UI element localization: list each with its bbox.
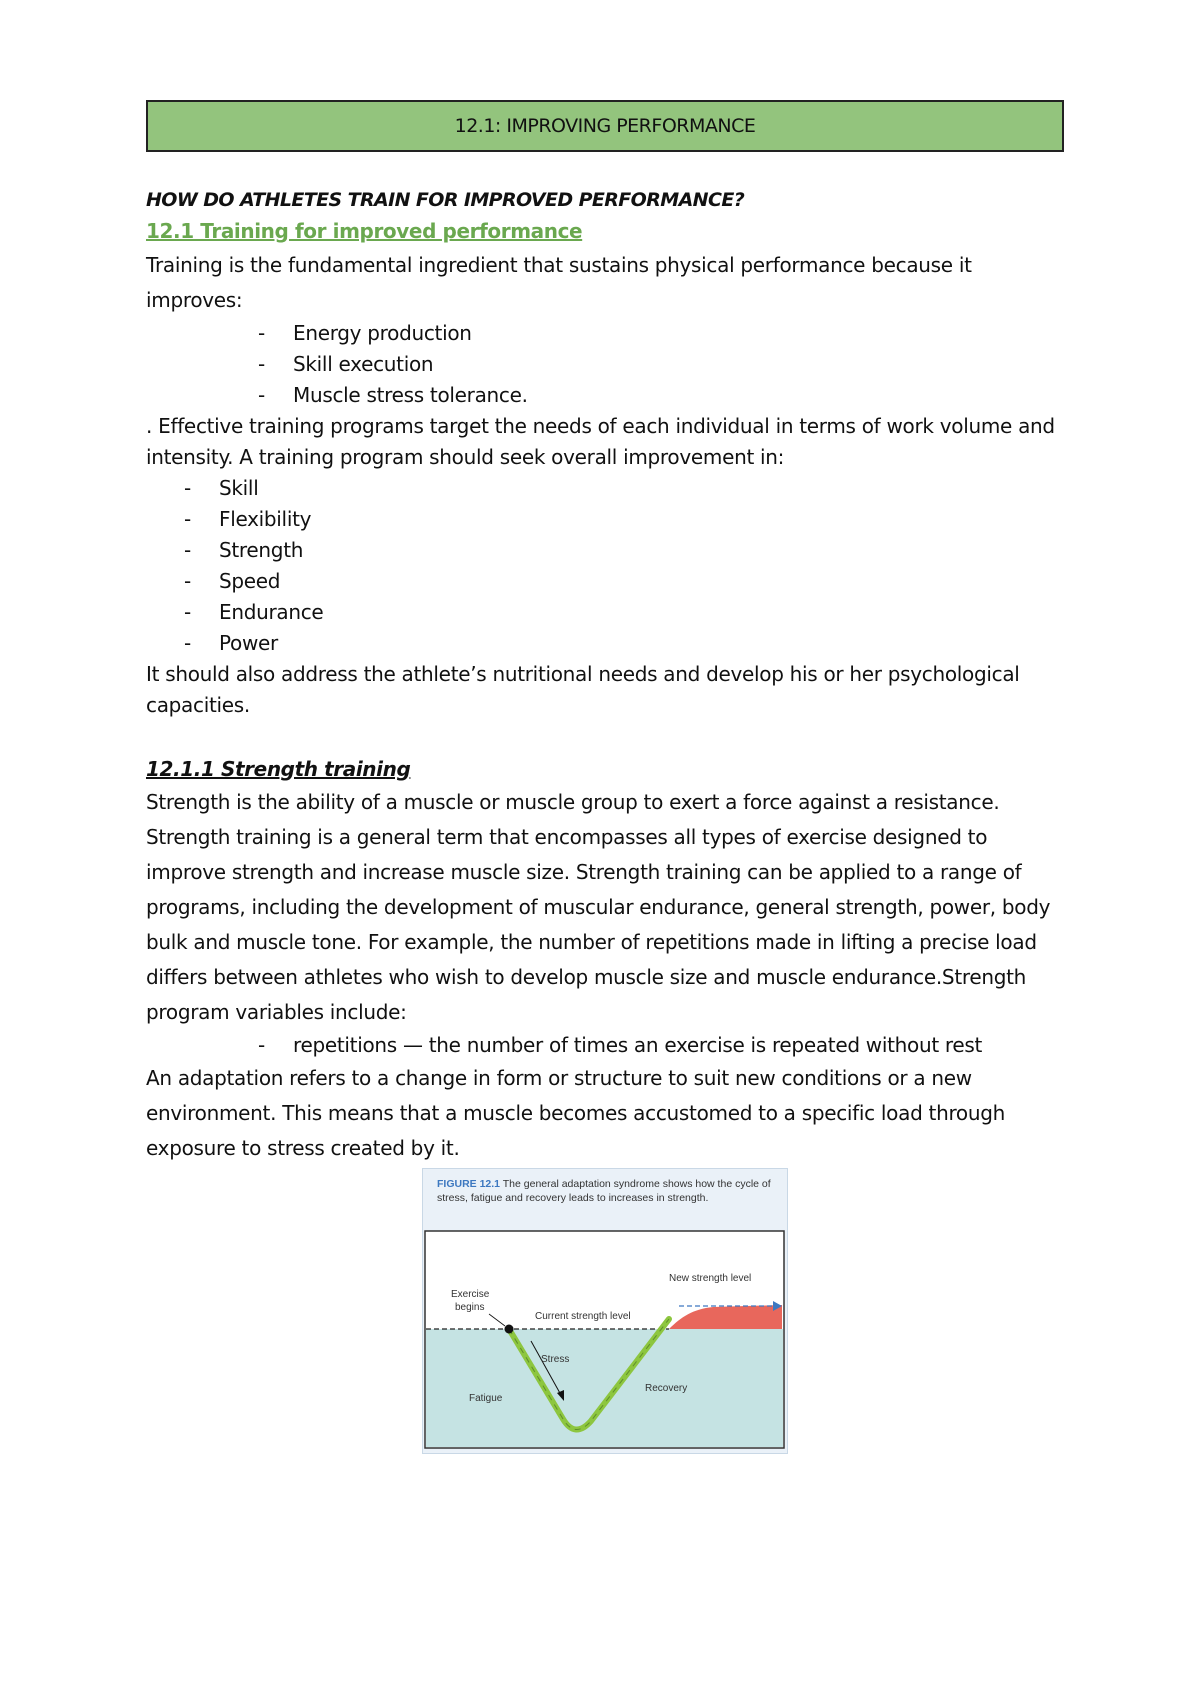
- dash-bullet: -: [184, 476, 191, 500]
- list-item: - Endurance: [146, 597, 1064, 628]
- dash-bullet: -: [258, 1033, 265, 1057]
- document-page: [146, 100, 1064, 1166]
- adaptation-diagram: [423, 1169, 789, 1455]
- variables-list: [146, 1030, 1064, 1061]
- improves-list: [146, 318, 1064, 411]
- strength-paragraph: Strength is the ability of a muscle or muscle group to exert a force against a resistance. Strength training is a general term that encompasses all types of exercise designed to improve strength and increase muscle size. Strength training can be applied to a range of programs, including the development of muscular endurance, general strength, power, body bulk and muscle tone. For example, the number of repetitions made in lifting a precise load differs between athletes who wish to develop muscle size and muscle endurance.Strength program variables include:: [146, 790, 1051, 1024]
- list-item: - Speed: [146, 566, 1064, 597]
- below-baseline-region: [426, 1329, 783, 1447]
- dash-bullet: -: [258, 352, 265, 376]
- list-item: - Energy production: [146, 318, 1064, 349]
- dash-bullet: -: [184, 538, 191, 562]
- dash-bullet: -: [184, 631, 191, 655]
- figure-caption-text: The general adaptation syndrome shows how the cycle of stress, fatigue and recovery leads to increases in strength.: [437, 1178, 771, 1204]
- list-item: - Flexibility: [146, 504, 1064, 535]
- exercise-start-dot: [505, 1325, 514, 1334]
- current-strength-label: Current strength level: [535, 1311, 631, 1322]
- dash-bullet: -: [258, 321, 265, 345]
- page-title: 12.1: IMPROVING PERFORMANCE: [454, 115, 756, 137]
- exercise-begins-label: Exercise: [451, 1289, 490, 1300]
- list-item: - Power: [146, 628, 1064, 659]
- new-strength-label: New strength level: [669, 1273, 752, 1284]
- intro-paragraph: Training is the fundamental ingredient that sustains physical performance because it improves:: [146, 253, 972, 312]
- adaptation-paragraph: An adaptation refers to a change in form or structure to suit new conditions or a new environment. This means that a muscle becomes accustomed to a specific load through exposure to stress created by it.: [146, 1066, 1006, 1160]
- stress-label: Stress: [541, 1354, 570, 1365]
- page-title-box: [146, 100, 1064, 152]
- strength-heading: 12.1.1 Strength training: [146, 757, 411, 781]
- dash-bullet: -: [184, 507, 191, 531]
- list-item: - repetitions — the number of times an exercise is repeated without rest: [146, 1030, 1064, 1061]
- programs-paragraph: . Effective training programs target the needs of each individual in terms of work volume and intensity. A training program should seek overall improvement in:: [146, 414, 1055, 469]
- section-heading-link[interactable]: 12.1 Training for improved performance: [146, 219, 583, 243]
- components-list: [146, 473, 1064, 659]
- list-item: - Skill execution: [146, 349, 1064, 380]
- adaptation-figure: [422, 1168, 788, 1454]
- dash-bullet: -: [184, 600, 191, 624]
- figure-number: FIGURE 12.1: [437, 1178, 501, 1190]
- closing-paragraph: It should also address the athlete’s nutritional needs and develop his or her psychological capacities.: [146, 662, 1020, 717]
- list-item: - Strength: [146, 535, 1064, 566]
- dash-bullet: -: [258, 383, 265, 407]
- fatigue-label: Fatigue: [469, 1393, 503, 1404]
- section-question: HOW DO ATHLETES TRAIN FOR IMPROVED PERFORMANCE?: [146, 189, 745, 211]
- dash-bullet: -: [184, 569, 191, 593]
- exercise-begins-label-2: begins: [455, 1302, 485, 1313]
- list-item: - Muscle stress tolerance.: [146, 380, 1064, 411]
- list-item: - Skill: [146, 473, 1064, 504]
- recovery-label: Recovery: [645, 1383, 688, 1394]
